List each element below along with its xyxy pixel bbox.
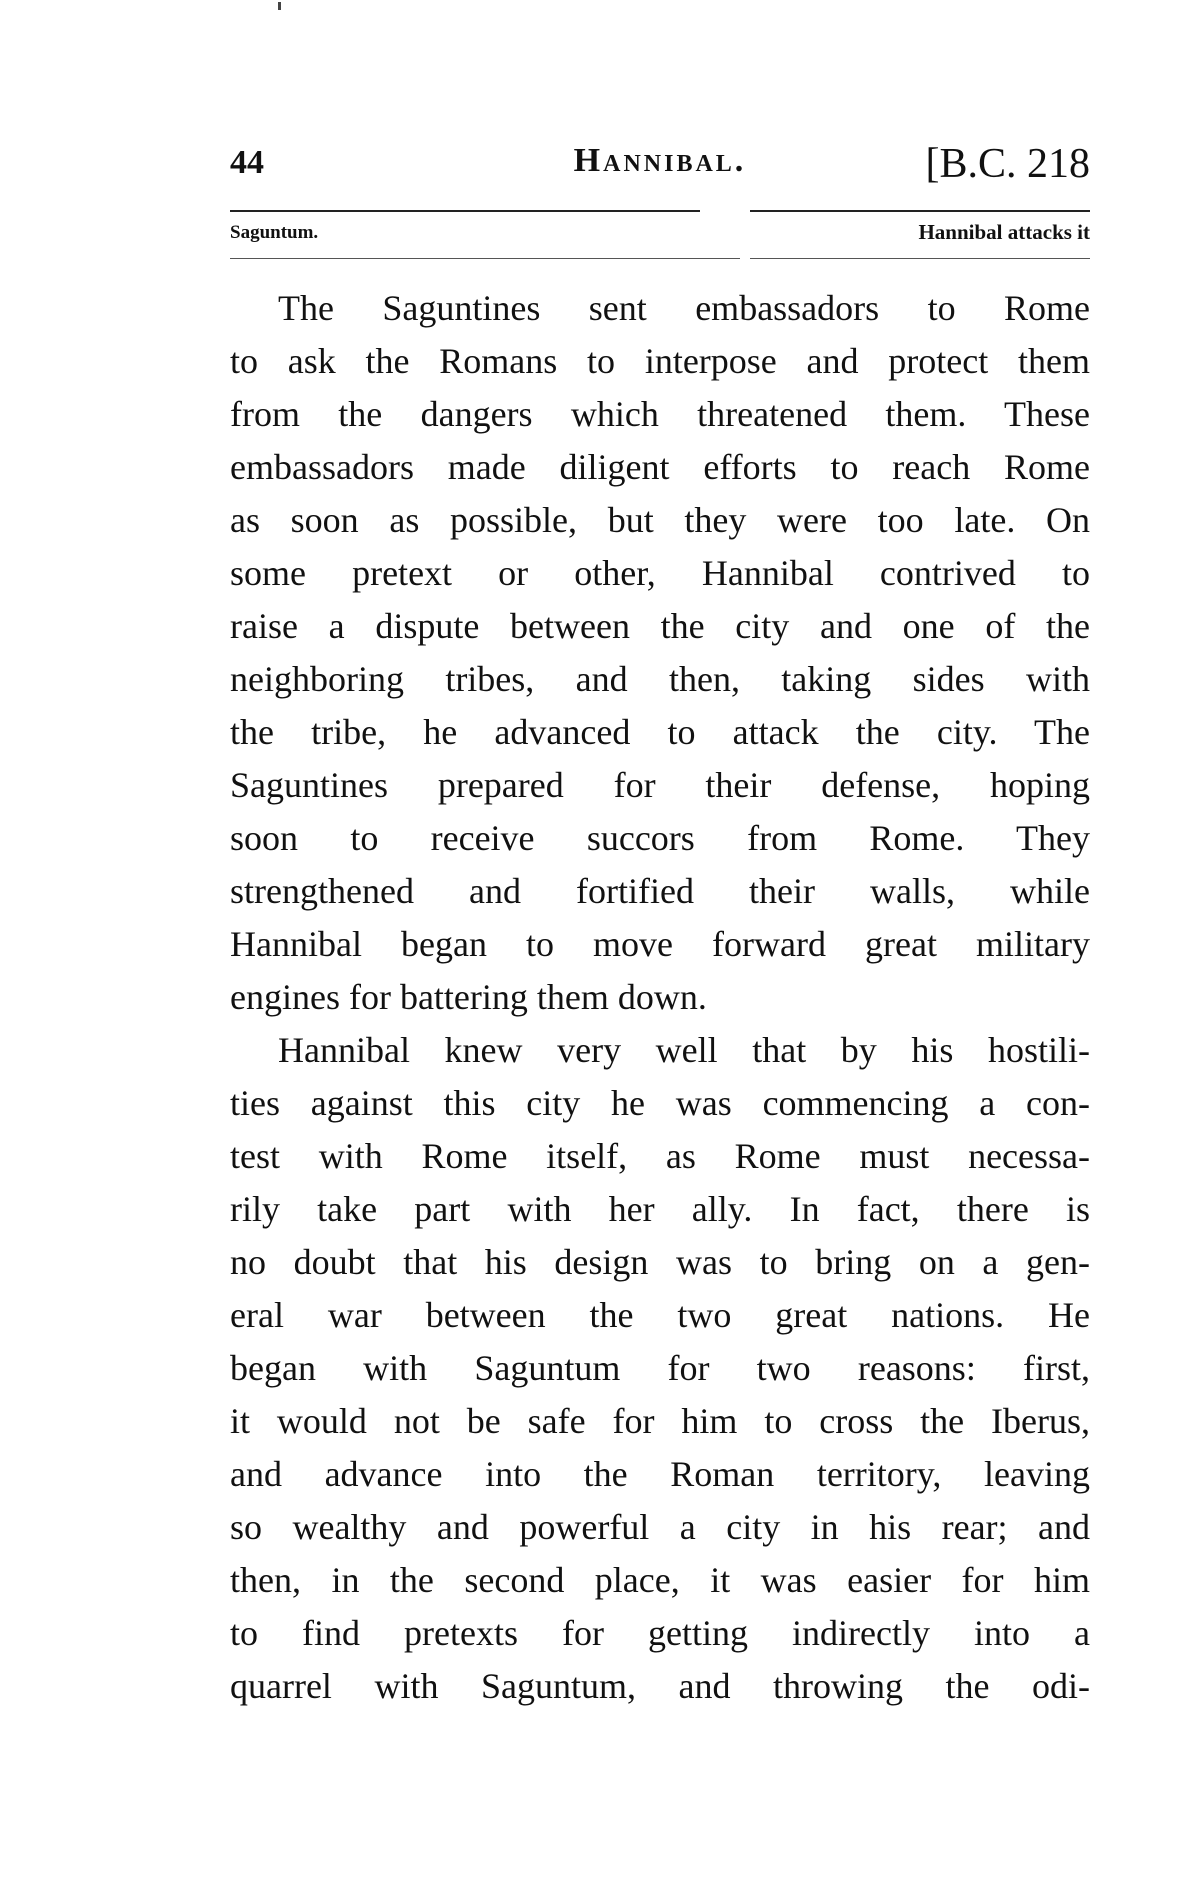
text-line: soon to receive succors from Rome. They xyxy=(230,818,1090,858)
page-number: 44 xyxy=(230,144,264,181)
text-line: neighboring tribes, and then, taking sides with xyxy=(230,659,1090,699)
margin-note-left: Saguntum. xyxy=(230,222,319,243)
body-text xyxy=(230,282,1090,1713)
text-line: test with Rome itself, as Rome must necessa- xyxy=(230,1136,1090,1176)
text-line: no doubt that his design was to bring on a gen- xyxy=(230,1242,1090,1282)
text-line: The Saguntines sent embassadors to Rome xyxy=(278,288,1090,328)
subheader-rule-right xyxy=(750,258,1090,259)
date-mark: [B.C. 218 xyxy=(925,141,1090,187)
margin-note-right: Hannibal attacks it xyxy=(918,220,1090,244)
text-line: to ask the Romans to interpose and protect them xyxy=(230,341,1090,381)
page-header xyxy=(230,140,1090,190)
text-line: it would not be safe for him to cross the Iberus, xyxy=(230,1401,1090,1441)
text-line: some pretext or other, Hannibal contrived to xyxy=(230,553,1090,593)
text-line: from the dangers which threatened them. These xyxy=(230,394,1090,434)
text-line: ties against this city he was commencing a con- xyxy=(230,1083,1090,1123)
text-line: raise a dispute between the city and one of the xyxy=(230,606,1090,646)
text-line: Hannibal began to move forward great military xyxy=(230,924,1090,964)
text-line: eral war between the two great nations. He xyxy=(230,1295,1090,1335)
text-line: then, in the second place, it was easier for him xyxy=(230,1560,1090,1600)
text-line: so wealthy and powerful a city in his rear; and xyxy=(230,1507,1090,1547)
text-line: engines for battering them down. xyxy=(230,977,707,1017)
text-line: began with Saguntum for two reasons: first, xyxy=(230,1348,1090,1388)
header-rule-right xyxy=(750,210,1090,212)
margin-notes-bar xyxy=(230,206,1090,264)
scan-mark xyxy=(278,2,281,10)
running-title: Hannibal. xyxy=(573,142,747,179)
text-line: Hannibal knew very well that by his hostili- xyxy=(278,1030,1090,1070)
text-line: quarrel with Saguntum, and throwing the odi- xyxy=(230,1666,1090,1706)
text-line: the tribe, he advanced to attack the city. The xyxy=(230,712,1090,752)
text-line: as soon as possible, but they were too late. On xyxy=(230,500,1090,540)
text-line: embassadors made diligent efforts to reach Rome xyxy=(230,447,1090,487)
text-line: to find pretexts for getting indirectly into a xyxy=(230,1613,1090,1653)
text-line: rily take part with her ally. In fact, there is xyxy=(230,1189,1090,1229)
header-rule-left xyxy=(230,210,700,212)
text-line: and advance into the Roman territory, leaving xyxy=(230,1454,1090,1494)
text-line: Saguntines prepared for their defense, hoping xyxy=(230,765,1090,805)
text-line: strengthened and fortified their walls, while xyxy=(230,871,1090,911)
subheader-rule-left xyxy=(230,258,740,259)
